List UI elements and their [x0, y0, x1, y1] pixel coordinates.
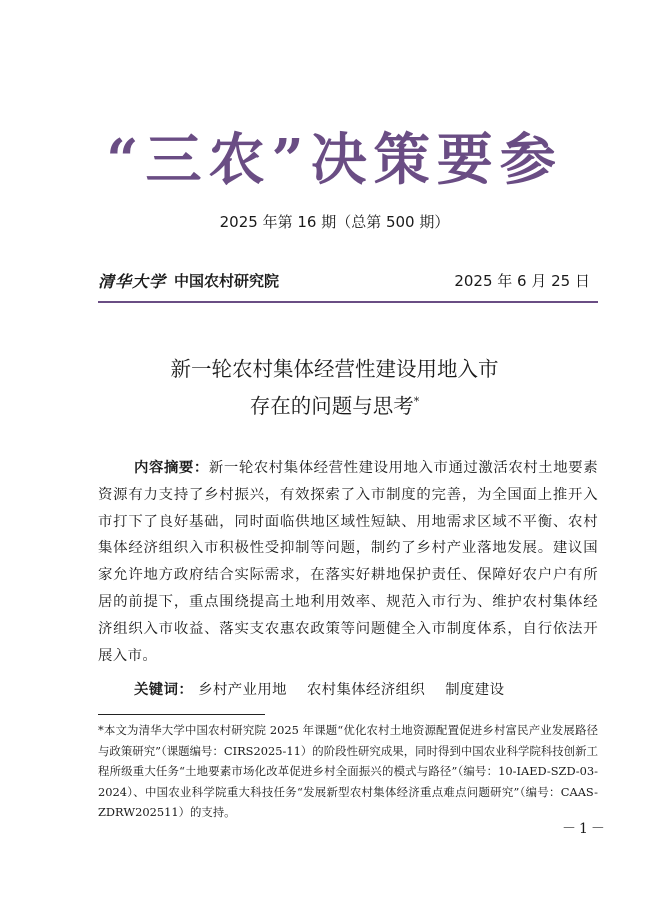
publisher — [98, 270, 279, 290]
abstract — [98, 455, 598, 669]
footnote-divider — [98, 714, 265, 715]
page-number: －1－ — [562, 821, 608, 837]
tsinghua-logo: 清华大学 — [98, 271, 167, 291]
keywords — [134, 678, 519, 699]
footnote-marker: * — [413, 395, 420, 409]
header-divider — [98, 301, 598, 303]
abstract-label: 内容摘要： — [134, 460, 209, 476]
footnote: *本文为清华大学中国农村研究院 2025 年课题“优化农村土地资源配置促进乡村富民产业发展路径与政策研究”（课题编号：CIRS2025-11）的阶段性研究成果，同时得到中国农业科学院科技创新工程所级重大任务“土地要素市场化改革促进乡村全面振兴的模式与路径”（编号：10-IAED-SZD-03-2024）、中国农业科学院重大科技任务“发展新型农村集体经济重点难点问题研究”（编号：CAAS-ZDRW202511）的支持。 — [98, 723, 598, 819]
publisher-name: 中国农村研究院 — [174, 271, 280, 290]
article-title-text: 存在的问题与思考 — [249, 394, 414, 418]
masthead-title: “三农”决策要参 — [106, 127, 563, 193]
publish-date: 2025 年 6 月 25 日 — [454, 272, 590, 290]
article-title-line-1: 新一轮农村集体经营性建设用地入市 — [170, 357, 499, 381]
keyword: 制度建设 — [445, 682, 505, 698]
keywords-label: 关键词： — [134, 682, 194, 698]
keyword: 乡村产业用地 — [198, 682, 287, 698]
issue-number: 2025 年第 16 期（总第 500 期） — [219, 213, 450, 231]
keyword: 农村集体经济组织 — [306, 682, 426, 698]
abstract-text: 新一轮农村集体经营性建设用地入市通过激活农村土地要素资源有力支持了乡村振兴，有效探索了入市制度的完善，为全国面上推开入市打下了良好基础，同时面临供地区域性短缺、用地需求区域不平衡、农村集体经济组织入市积极性受抑制等问题，制约了乡村产业落地发展。建议国家允许地方政府结合实际需求，在落实好耕地保护责任、保障好农户户有所居的前提下，重点围绕提高土地利用效率、规范入市行为、维护农村集体经济组织入市收益、落实支农惠农政策等问题健全入市制度体系，自行依法开展入市。 — [98, 460, 598, 664]
article-title-line-2 — [0, 391, 669, 421]
